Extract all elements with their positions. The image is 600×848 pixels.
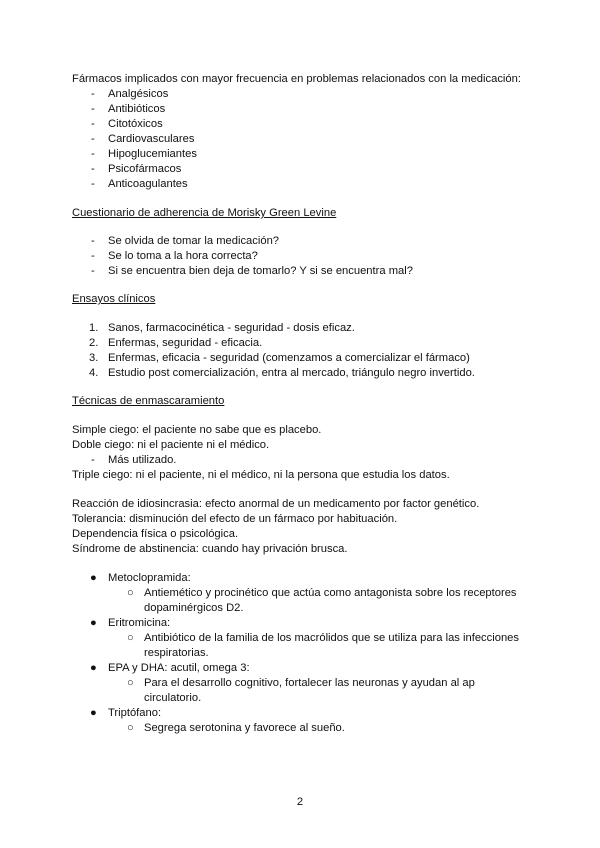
definition-line: Síndrome de abstinencia: cuando hay privación brusca.: [72, 543, 348, 555]
definition-line: Dependencia física o psicológica.: [72, 528, 239, 540]
intro-text: Fármacos implicados con mayor frecuencia en problemas relacionados con la medicación:: [72, 73, 521, 85]
masking-double: Doble ciego: ni el paciente ni el médico.: [72, 439, 270, 451]
masking-heading: Técnicas de enmascaramiento: [72, 395, 225, 407]
definition-line: Reacción de idiosincrasia: efecto anormal de un medicamento por factor genético.: [72, 498, 480, 510]
masking-triple: Triple ciego: ni el paciente, ni el médico, ni la persona que estudia los datos.: [72, 469, 450, 481]
document-page: Fármacos implicados con mayor frecuencia en problemas relacionados con la medicación: - Analgésicos - Antibióticos - Citotóxicos - Cardiovasculares - Hipoglucemiantes - Psicofármacos - Anticoagulantes Cuestionario de adherencia de Morisky Green Levine - Se olvida de tomar la medicación? - Se lo toma a la hora correcta? - Si se encuentra bien deja de tomarlo? Y si se encuentra mal? Ensayos clínicos 1. Sanos, farmacocinética - seguridad - dosis eficaz. 2. Enfermas, seguridad - eficacia. 3. Enfermas, eficacia - seguridad (comenzamos a comercializar el fármaco) 4. Estudio post comercialización, entra al mercado, triángulo negro invertido. Técnicas de enmascaramiento Simple ciego: el paciente no sabe que es placebo. Doble ciego: ni el paciente ni el médico. - Más utilizado. Triple ciego: ni el paciente, ni el médico, ni la persona que estudia los datos. Reacción de idiosincrasia: efecto anormal de un medicamento por factor genético. Tolerancia: disminución del efecto de un fármaco por habituación. Dependencia física o psicológica. Síndrome de abstinencia: cuando hay privación brusca. ● Metoclopramida: ○ Antiemético y procinético que actúa como antagonista sobre los receptores dopaminérgicos D2. ● Eritromicina: ○ Antibiótico de la familia de los macrólidos que se utiliza para las infecciones respiratorias. ● EPA y DHA: acutil, omega 3: ○ Para el desarrollo cognitivo, fortalecer las neuronas y ayudan al ap circulatorio. ● Triptófano: ○ Segrega serotonina y favorece al sueño. 2: [0, 0, 600, 848]
definition-line: Tolerancia: disminución del efecto de un fármaco por habituación.: [72, 513, 398, 525]
masking-simple: Simple ciego: el paciente no sabe que es placebo.: [72, 424, 322, 436]
trials-heading: Ensayos clínicos: [72, 293, 156, 305]
page-number: 2: [296, 796, 304, 808]
morisky-heading: Cuestionario de adherencia de Morisky Green Levine: [72, 207, 337, 219]
